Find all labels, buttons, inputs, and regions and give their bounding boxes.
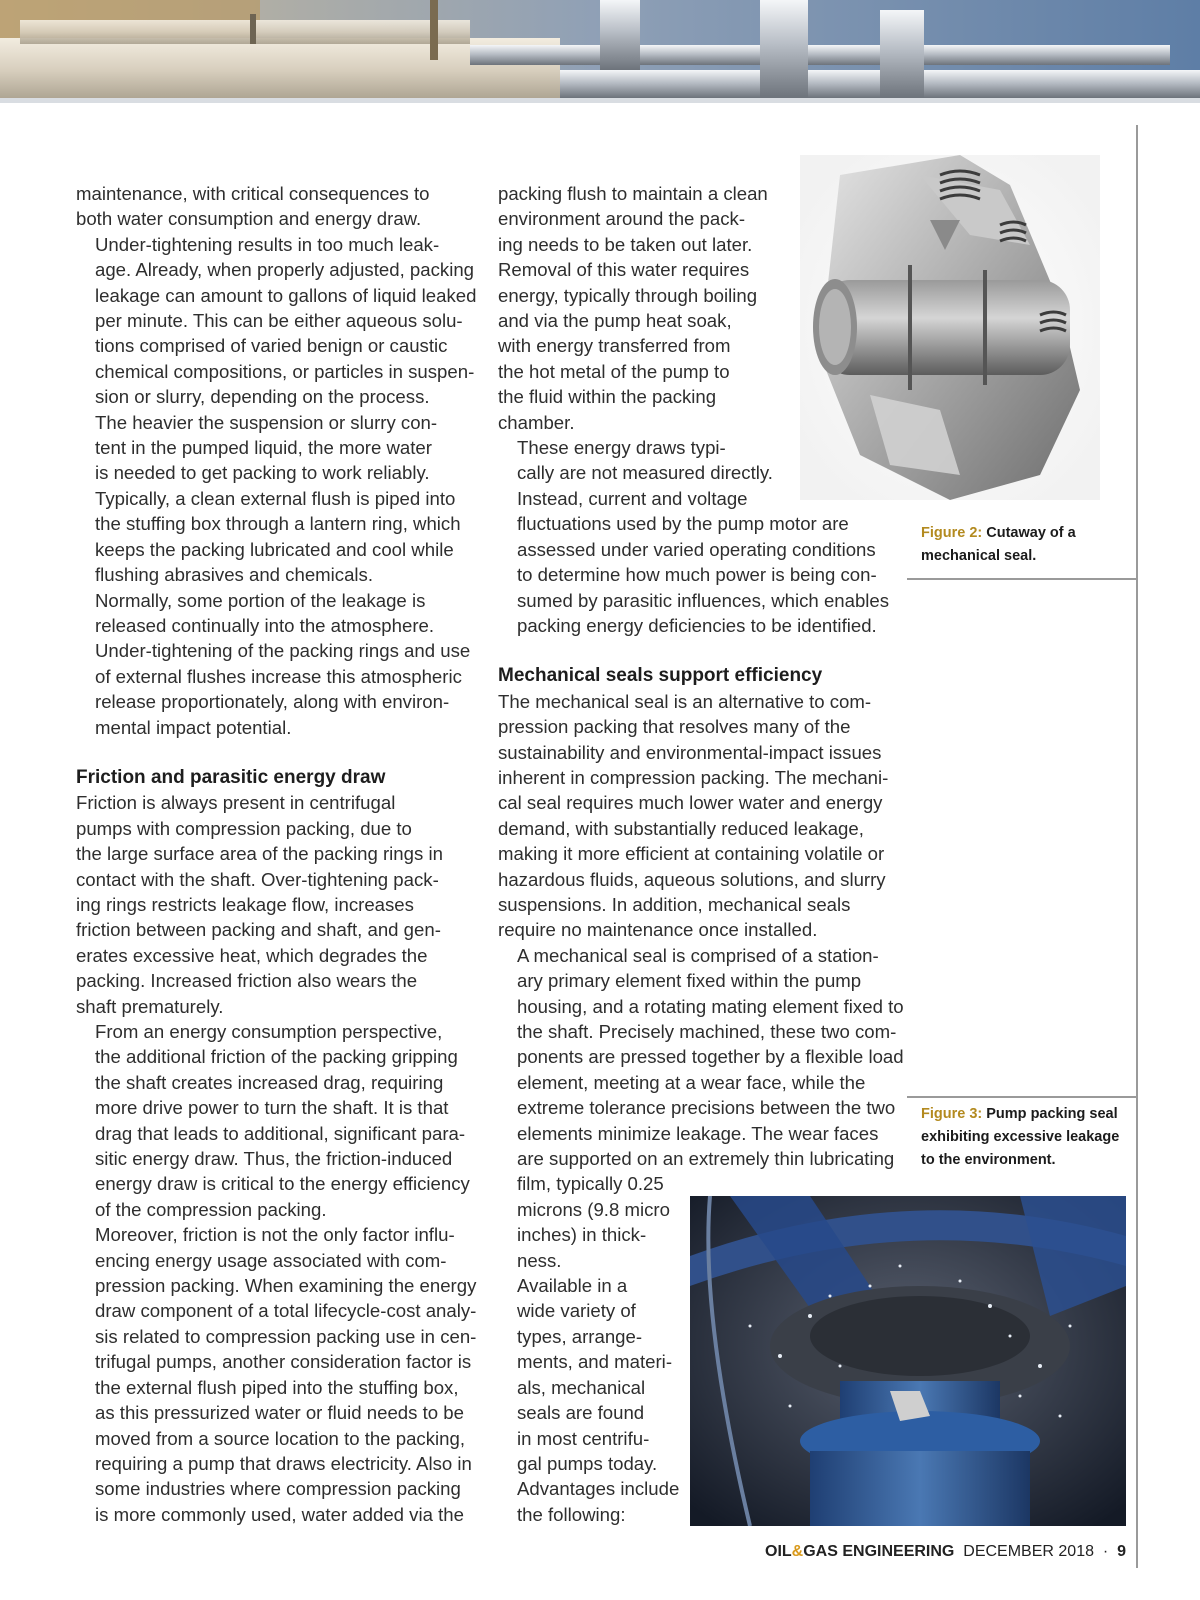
text-line: the following: <box>517 1503 626 1525</box>
text-line: inherent in compression packing. The mechani- <box>498 766 889 788</box>
text-line: and via the pump heat soak, <box>498 310 732 332</box>
pump-leakage-photo-illustration <box>690 1196 1126 1526</box>
text-line: are supported on an extremely thin lubricating <box>517 1148 895 1170</box>
text-line: the shaft creates increased drag, requiring <box>95 1071 444 1093</box>
text-line: the shaft. Precisely machined, these two com- <box>517 1021 897 1042</box>
text-line: is more commonly used, water added via the <box>95 1503 464 1525</box>
text-line: of external flushes increase this atmospheric <box>95 665 462 687</box>
text-line: tions comprised of varied benign or caustic <box>95 335 448 357</box>
page-footer <box>765 1543 1126 1561</box>
text-line: the large surface area of the packing rings in <box>76 843 443 865</box>
figure-2-caption-rule <box>907 578 1138 580</box>
text-line: The heavier the suspension or slurry con- <box>95 411 438 433</box>
paragraph <box>498 689 898 943</box>
text-line: to determine how much power is being con- <box>517 564 877 586</box>
text-line: cally are not measured directly. <box>517 462 773 484</box>
text-line: some industries where compression packing <box>95 1478 461 1500</box>
text-line: the external flush piped into the stuffing box, <box>95 1376 459 1398</box>
text-line: more drive power to turn the shaft. It is that <box>95 1097 449 1119</box>
text-line: per minute. This can be either aqueous solu- <box>95 310 463 332</box>
text-line: encing energy usage associated with com- <box>95 1249 447 1271</box>
text-line: environment around the pack- <box>498 208 746 230</box>
text-line: assessed under varied operating conditions <box>517 538 876 560</box>
section-heading-friction: Friction and parasitic energy draw <box>76 766 386 788</box>
banner-divider <box>0 98 1200 103</box>
text-line: Removal of this water requires <box>498 259 750 281</box>
figure-3-caption-rule <box>907 1096 1138 1098</box>
text-line: cal seal requires much lower water and energy <box>498 792 883 814</box>
text-line: erates excessive heat, which degrades the <box>76 944 428 966</box>
text-line: Instead, current and voltage <box>517 487 748 509</box>
text-line: gal pumps today. <box>517 1452 658 1474</box>
text-line: ness. <box>517 1249 562 1271</box>
figure-2-image-mechanical-seal <box>800 155 1100 500</box>
text-line: is needed to get packing to work reliably. <box>95 462 430 484</box>
text-line: ments, and materi- <box>517 1351 673 1373</box>
figure-3-caption: Figure 3: Pump packing seal exhibiting excessive leakage to the environment. <box>921 1106 1120 1168</box>
text-line: drag that leads to additional, significant para- <box>95 1122 466 1144</box>
text-line: element, meeting at a wear face, while the <box>517 1071 866 1093</box>
text-line: pression packing that resolves many of the <box>498 716 851 738</box>
text-line: moved from a source location to the packing, <box>95 1427 466 1449</box>
header-photo-industrial-pipes <box>0 0 1200 103</box>
figure-2-caption: Figure 2: Cutaway of a mechanical seal. <box>921 525 1076 564</box>
text-line: friction between packing and shaft, and gen- <box>76 919 441 941</box>
text-line: From an energy consumption perspective, <box>95 1021 443 1042</box>
text-line: Under-tightening results in too much leak- <box>95 233 440 255</box>
magazine-name: OIL&GAS ENGINEERING <box>765 1543 955 1560</box>
text-line: requiring a pump that draws electricity. Also in <box>95 1452 472 1474</box>
text-line: suspensions. In addition, mechanical seals <box>498 893 851 915</box>
text-line: demand, with substantially reduced leakage, <box>498 817 864 839</box>
paragraph <box>76 181 476 232</box>
text-line: Under-tightening of the packing rings and use <box>95 640 471 662</box>
text-line: maintenance, with critical consequences to <box>76 183 430 204</box>
text-line: Normally, some portion of the leakage is <box>95 589 426 611</box>
text-line: housing, and a rotating mating element fixed to <box>517 995 904 1017</box>
text-line: A mechanical seal is comprised of a station- <box>517 944 879 966</box>
text-line: of the compression packing. <box>95 1198 327 1220</box>
text-line: microns (9.8 micro <box>517 1198 670 1220</box>
text-line: flushing abrasives and chemicals. <box>95 564 374 586</box>
pipes-illustration <box>0 0 1200 103</box>
text-line: pression packing. When examining the energy <box>95 1275 477 1297</box>
text-line: require no maintenance once installed. <box>498 919 818 941</box>
text-line: the stuffing box through a lantern ring, which <box>95 513 461 535</box>
text-line: packing. Increased friction also wears the <box>76 970 418 992</box>
text-line: in most centrifu- <box>517 1427 650 1449</box>
figure-sidebar-rule <box>1136 125 1138 1568</box>
article-column-left <box>76 181 476 1527</box>
text-line: tent in the pumped liquid, the more water <box>95 437 432 459</box>
text-line: age. Already, when properly adjusted, packing <box>95 259 475 281</box>
text-line: als, mechanical <box>517 1376 646 1398</box>
text-line: as this pressurized water or fluid needs to be <box>95 1402 464 1424</box>
text-line: types, arrange- <box>517 1325 643 1347</box>
text-line: sumed by parasitic influences, which enables <box>517 589 890 611</box>
text-line: ing rings restricts leakage flow, increases <box>76 893 414 915</box>
text-line: release proportionately, along with environ- <box>95 691 450 713</box>
text-line: Available in a <box>517 1275 628 1297</box>
text-line: These energy draws typi- <box>517 437 726 459</box>
text-line: sion or slurry, depending on the process. <box>95 386 430 408</box>
text-line: elements minimize leakage. The wear faces <box>517 1122 879 1144</box>
text-line: sis related to compression packing use in cen- <box>95 1325 477 1347</box>
text-line: mental impact potential. <box>95 716 292 738</box>
text-line: shaft prematurely. <box>76 995 224 1017</box>
text-line: sitic energy draw. Thus, the friction-induced <box>95 1148 453 1170</box>
text-line: ing needs to be taken out later. <box>498 233 753 255</box>
text-line: released continually into the atmosphere. <box>95 614 435 636</box>
text-line: Advantages include <box>517 1478 680 1500</box>
text-line: energy draw is critical to the energy efficiency <box>95 1173 470 1195</box>
paragraph <box>76 410 476 588</box>
text-line: inches) in thick- <box>517 1224 647 1246</box>
text-line: making it more efficient at containing volatile or <box>498 843 885 865</box>
text-line: pumps with compression packing, due to <box>76 817 412 839</box>
text-line: extreme tolerance precisions between the two <box>517 1097 896 1119</box>
text-line: seals are found <box>517 1402 645 1424</box>
paragraph <box>76 588 476 740</box>
paragraph <box>76 1019 476 1222</box>
text-line: trifugal pumps, another consideration factor is <box>95 1351 472 1373</box>
text-line: the fluid within the packing <box>498 386 717 408</box>
text-line: Typically, a clean external flush is piped into <box>95 487 456 509</box>
page-number: 9 <box>1117 1543 1126 1560</box>
text-line: the hot metal of the pump to <box>498 360 730 382</box>
text-line: The mechanical seal is an alternative to com- <box>498 690 872 712</box>
text-line: with energy transferred from <box>498 335 731 357</box>
text-line: film, typically 0.25 <box>517 1173 664 1195</box>
text-line: both water consumption and energy draw. <box>76 208 422 230</box>
text-line: wide variety of <box>517 1300 636 1322</box>
text-line: packing energy deficiencies to be identified. <box>517 614 877 636</box>
figure-3-image-pump-leakage <box>690 1196 1126 1526</box>
text-line: hazardous fluids, aqueous solutions, and slurry <box>498 868 886 890</box>
footer-separator: · <box>1102 1543 1109 1560</box>
paragraph <box>76 1222 476 1527</box>
section-heading-mechanical-seals: Mechanical seals support efficiency <box>498 665 823 687</box>
paragraph <box>76 232 476 410</box>
text-line: keeps the packing lubricated and cool while <box>95 538 454 560</box>
text-line: sustainability and environmental-impact issues <box>498 741 882 763</box>
text-line: the additional friction of the packing gripping <box>95 1046 458 1068</box>
text-line: draw component of a total lifecycle-cost analy- <box>95 1300 477 1322</box>
text-line: chamber. <box>498 411 575 433</box>
paragraph <box>76 790 476 1019</box>
mechanical-seal-cutaway-illustration <box>800 155 1100 500</box>
text-line: ary primary element fixed within the pump <box>517 970 862 992</box>
text-line: contact with the shaft. Over-tightening pack- <box>76 868 439 890</box>
text-line: fluctuations used by the pump motor are <box>517 513 849 535</box>
text-line: packing flush to maintain a clean <box>498 183 768 204</box>
text-line: leakage can amount to gallons of liquid leaked <box>95 284 477 306</box>
text-line: Moreover, friction is not the only factor influ- <box>95 1224 455 1246</box>
issue-date: DECEMBER 2018 <box>963 1543 1094 1560</box>
text-line: ponents are pressed together by a flexible load <box>517 1046 904 1068</box>
text-line: chemical compositions, or particles in suspen- <box>95 360 475 382</box>
text-line: energy, typically through boiling <box>498 284 758 306</box>
text-line: Friction is always present in centrifugal <box>76 792 396 814</box>
